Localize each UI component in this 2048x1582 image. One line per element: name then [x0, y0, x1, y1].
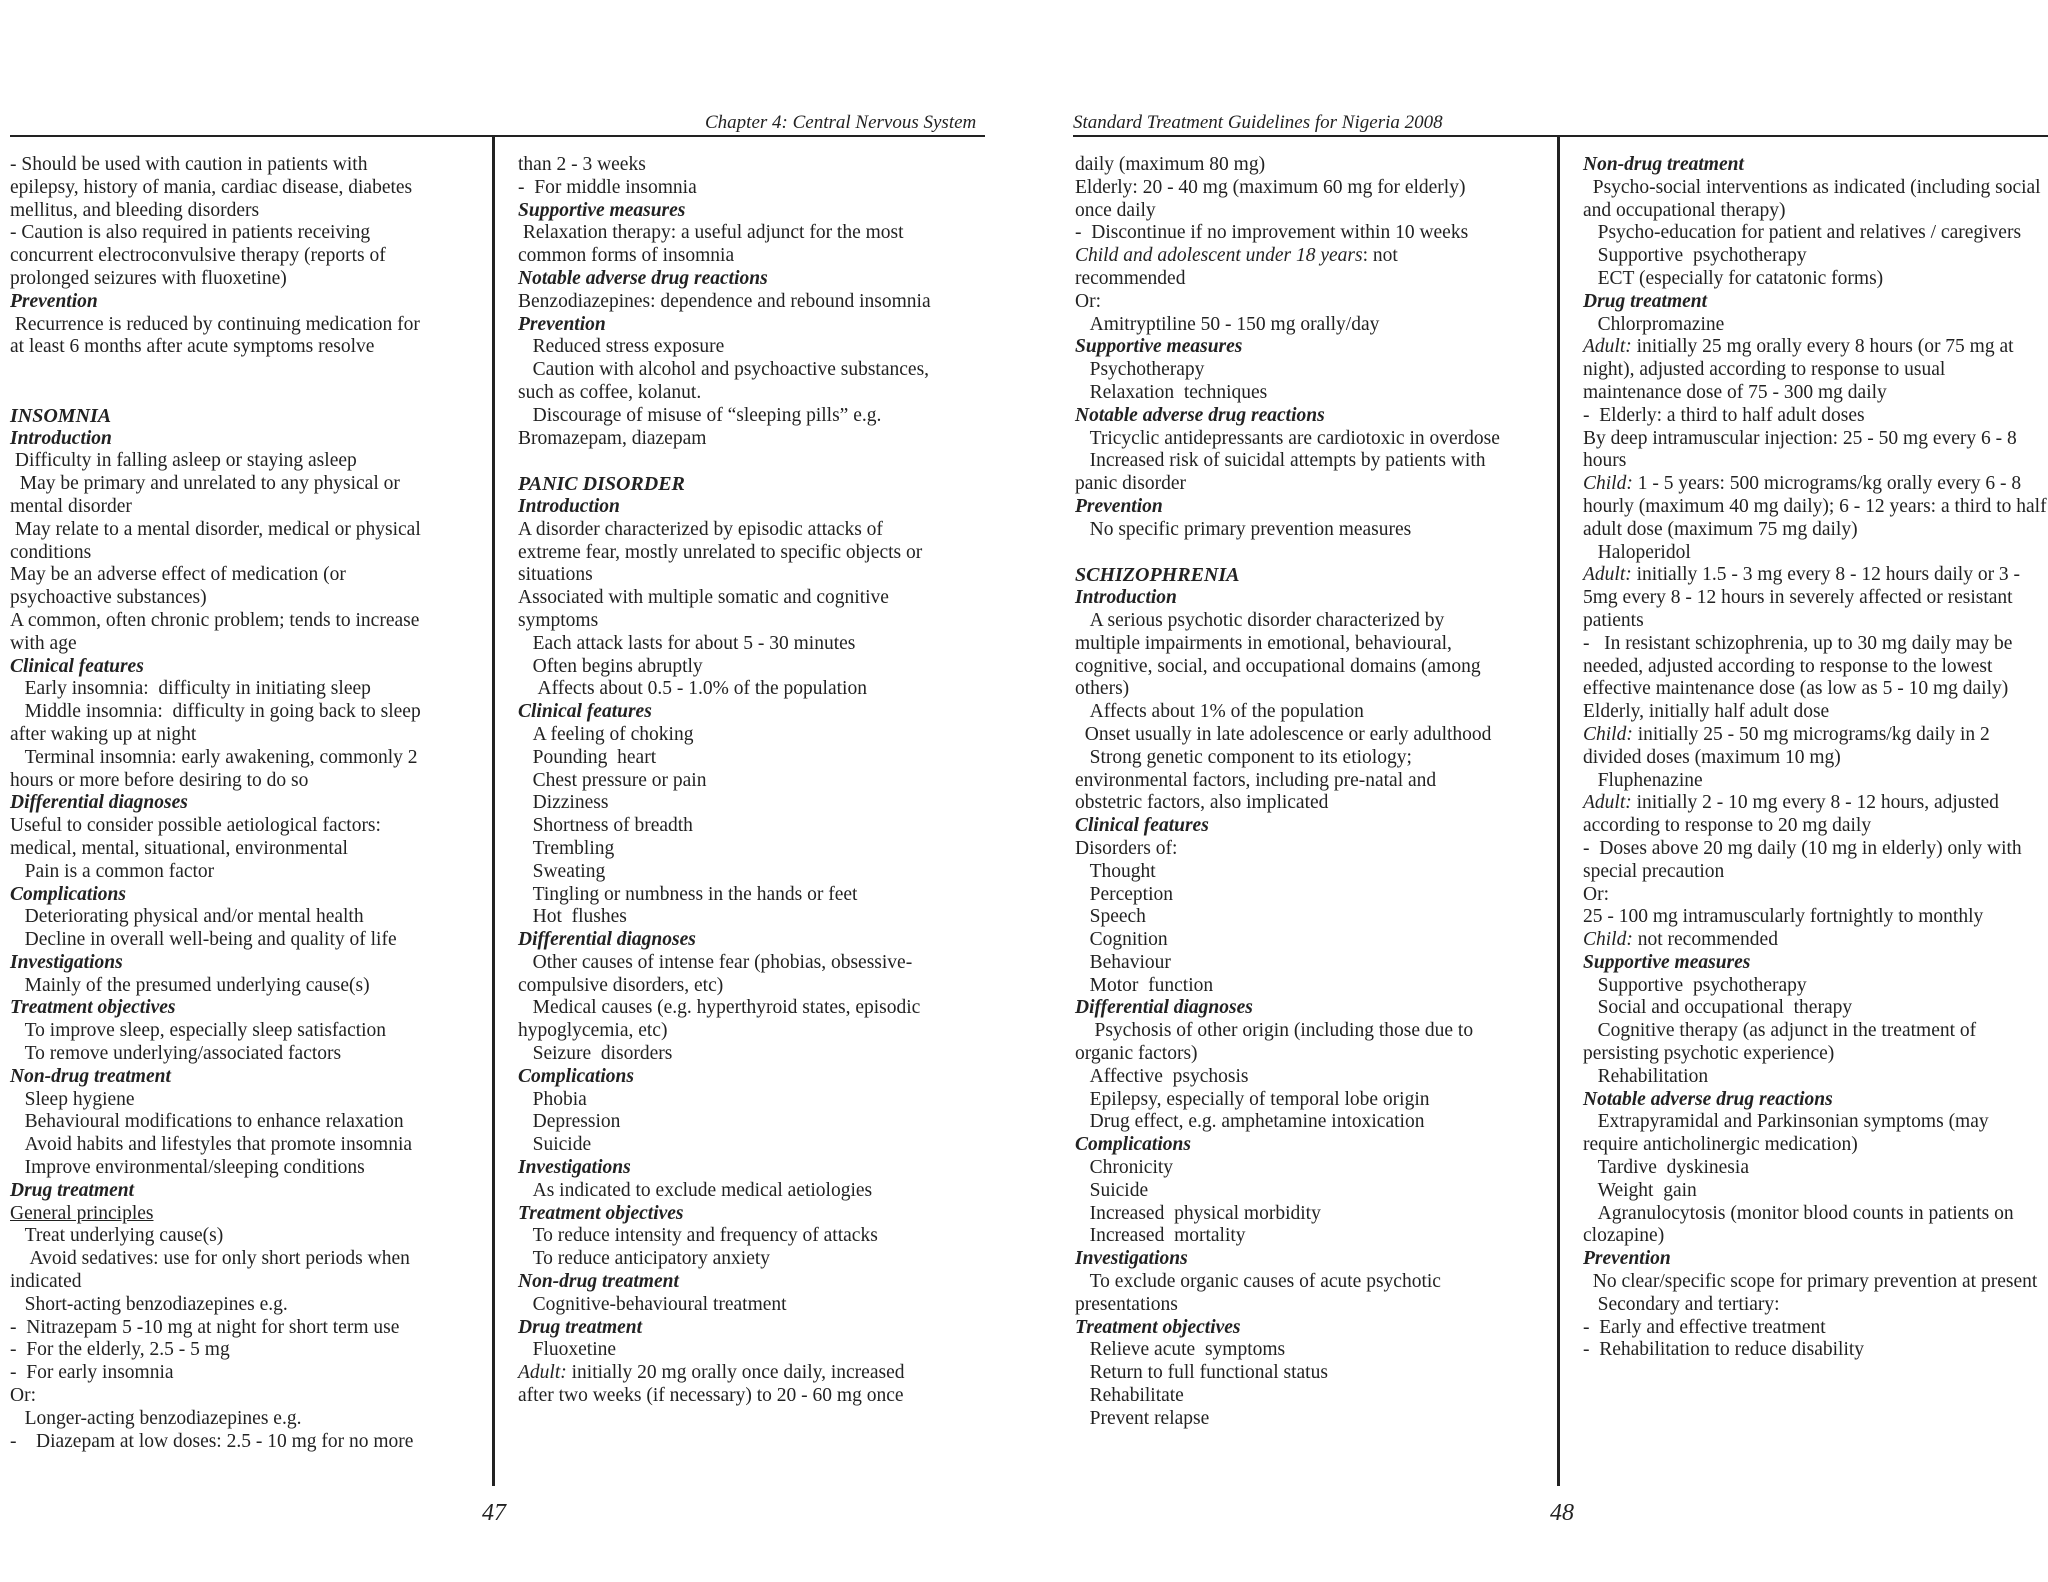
text-line: Each attack lasts for about 5 - 30 minutes — [518, 632, 856, 654]
text-line: Agranulocytosis (monitor blood counts in patients on clozapine) — [1583, 1202, 2019, 1247]
text-line: - For middle insomnia — [518, 176, 697, 198]
text-line: Or: — [1075, 290, 1101, 312]
section-heading: Differential diagnoses — [518, 929, 696, 951]
text-line: Cognitive-behavioural treatment — [518, 1293, 787, 1315]
dosage-label: Adult: — [1583, 792, 1632, 814]
section-heading: Drug treatment — [1583, 290, 1708, 312]
text-line: Useful to consider possible aetiological factors: medical, mental, situational, environmental — [10, 815, 386, 859]
text-line: Relieve acute symptoms — [1075, 1339, 1286, 1361]
column-divider-left — [492, 136, 495, 1486]
text-line: A serious psychotic disorder characterized by multiple impairments in emotional, behavioural, cognitive, social, and occupational domains (among others) — [1075, 609, 1486, 700]
text-line: Seizure disorders — [518, 1043, 673, 1065]
text-line: No specific primary prevention measures — [1075, 518, 1412, 540]
text-line: Tricyclic antidepressants are cardiotoxic in overdose — [1075, 427, 1500, 449]
text-line: Pounding heart — [518, 746, 657, 768]
dosage-label: Child: — [1583, 723, 1633, 745]
section-heading: Prevention — [1583, 1248, 1671, 1270]
text-line: Disorders of: — [1075, 837, 1178, 859]
text-line: Perception — [1075, 883, 1174, 905]
dosage-line — [1583, 792, 2048, 838]
header-rule-right — [1073, 135, 2048, 137]
text-line: May be primary and unrelated to any physical or mental disorder — [10, 473, 405, 517]
dosage-line — [518, 1362, 944, 1408]
text-line: Or: — [1583, 883, 1609, 905]
spacer — [10, 359, 432, 382]
text-line: - In resistant schizophrenia, up to 30 mg daily may be needed, adjusted according to response to the lowest effective maintenance dose (as low as 5 - 10 mg daily) — [1583, 632, 2018, 700]
text-line: Affects about 1% of the population — [1075, 701, 1364, 723]
text-line: Psychotherapy — [1075, 359, 1205, 381]
dosage-text: initially 1.5 - 3 mg every 8 - 12 hours daily or 3 - 5mg every 8 - 12 hours in severely affected or resistant patients — [1583, 564, 2021, 631]
dosage-line — [1583, 929, 2048, 952]
text-line: Trembling — [518, 837, 615, 859]
text-line: Social and occupational therapy — [1583, 997, 1853, 1019]
spacer — [518, 450, 944, 473]
text-line: - Early and effective treatment — [1583, 1316, 1826, 1338]
text-line: - Caution is also required in patients receiving concurrent electroconvulsive therapy (reports of prolonged seizures with fluoxetine) — [10, 222, 391, 289]
text-line: Psychosis of other origin (including those due to organic factors) — [1075, 1020, 1478, 1065]
text-line: To exclude organic causes of acute psychotic presentations — [1075, 1271, 1446, 1315]
section-heading: Supportive measures — [1583, 951, 1751, 973]
text-line: Speech — [1075, 906, 1146, 928]
section-heading: Complications — [1075, 1134, 1191, 1156]
section-heading: Introduction — [1075, 587, 1177, 609]
section-heading: Notable adverse drug reactions — [518, 267, 768, 289]
text-line: 25 - 100 mg intramuscularly fortnightly to monthly — [1583, 906, 1984, 928]
section-heading: Investigations — [1075, 1248, 1188, 1270]
text-line: Shortness of breadth — [518, 815, 693, 837]
section-heading: Differential diagnoses — [1075, 997, 1253, 1019]
text-line: Chest pressure or pain — [518, 769, 707, 791]
text-line: Elderly, initially half adult dose — [1583, 701, 1830, 723]
text-line: Supportive psychotherapy — [1583, 974, 1807, 996]
text-line: Drug effect, e.g. amphetamine intoxication — [1075, 1111, 1425, 1133]
text-line: Motor function — [1075, 974, 1214, 996]
section-heading: Clinical features — [1075, 815, 1209, 837]
dosage-line — [1075, 245, 1501, 291]
dosage-text: 1 - 5 years: 500 micrograms/kg orally every 6 - 8 hourly (maximum 40 mg daily); 6 - 12 years: a third to half adult dose (maximum 75 mg daily) — [1583, 473, 2047, 540]
text-line: Weight gain — [1583, 1179, 1697, 1201]
dosage-label: Child: — [1583, 473, 1633, 495]
spacer — [10, 382, 432, 405]
text-line: Tingling or numbness in the hands or feet — [518, 883, 858, 905]
text-line: Affects about 0.5 - 1.0% of the population — [518, 678, 867, 700]
subheading: General principles — [10, 1202, 154, 1224]
section-heading: Non-drug treatment — [518, 1271, 679, 1293]
section-heading: Treatment objectives — [10, 997, 176, 1019]
text-line: Medical causes (e.g. hyperthyroid states, episodic hypoglycemia, etc) — [518, 997, 926, 1042]
header-rule-left — [10, 135, 985, 137]
section-heading: Supportive measures — [1075, 336, 1243, 358]
text-line: Longer-acting benzodiazepines e.g. — [10, 1407, 302, 1429]
text-line: A disorder characterized by episodic attacks of extreme fear, mostly unrelated to specific objects or situations — [518, 518, 928, 586]
text-line: Early insomnia: difficulty in initiating sleep — [10, 678, 371, 700]
dosage-line — [1583, 473, 2048, 541]
text-line: - Doses above 20 mg daily (10 mg in elderly) only with special precaution — [1583, 837, 2027, 882]
section-heading: Drug treatment — [518, 1316, 643, 1338]
spacer — [1075, 542, 1501, 565]
text-line: Increased physical morbidity — [1075, 1202, 1321, 1224]
chapter-header: Chapter 4: Central Nervous System — [705, 112, 977, 133]
text-line: Pain is a common factor — [10, 860, 215, 882]
dosage-label: Child and adolescent under 18 years — [1075, 245, 1363, 267]
text-line: Avoid habits and lifestyles that promote insomnia — [10, 1134, 413, 1156]
section-heading: Treatment objectives — [1075, 1316, 1241, 1338]
text-line: - Diazepam at low doses: 2.5 - 10 mg for no more — [10, 1430, 414, 1452]
text-line: Dizziness — [518, 792, 609, 814]
section-heading: Notable adverse drug reactions — [1075, 404, 1325, 426]
text-line: By deep intramuscular injection: 25 - 50 mg every 6 - 8 hours — [1583, 427, 2022, 472]
text-line: Chlorpromazine — [1583, 313, 1725, 335]
text-line: To improve sleep, especially sleep satisfaction — [10, 1020, 387, 1042]
dosage-label: Adult: — [518, 1362, 567, 1384]
dosage-text: initially 20 mg orally once daily, increased after two weeks (if necessary) to 20 - 60 mg once — [518, 1362, 905, 1407]
text-line: Strong genetic component to its etiology; environmental factors, including pre-natal and obstetric factors, also implicated — [1075, 746, 1442, 814]
dosage-line — [1583, 564, 2048, 632]
text-line: Deteriorating physical and/or mental health — [10, 906, 364, 928]
text-line: To remove underlying/associated factors — [10, 1043, 342, 1065]
text-line: Rehabilitation — [1583, 1065, 1709, 1087]
right-page-column-1 — [1075, 154, 1501, 1431]
text-line: - Rehabilitation to reduce disability — [1583, 1339, 1865, 1361]
section-heading: Prevention — [518, 313, 606, 335]
section-heading: Notable adverse drug reactions — [1583, 1088, 1833, 1110]
dosage-text: not recommended — [1632, 929, 1778, 951]
text-line: Suicide — [518, 1134, 592, 1156]
topic-title: INSOMNIA — [10, 404, 112, 427]
section-heading: Complications — [10, 883, 126, 905]
dosage-label: Adult: — [1583, 336, 1632, 358]
dosage-label: Child: — [1583, 929, 1633, 951]
section-heading: Drug treatment — [10, 1179, 135, 1201]
text-line: - Should be used with caution in patients with epilepsy, history of mania, cardiac disease, diabetes mellitus, and bleeding disorders — [10, 154, 418, 221]
text-line: ECT (especially for catatonic forms) — [1583, 267, 1884, 289]
text-line: May be an adverse effect of medication (or psychoactive substances) — [10, 564, 351, 609]
text-line: No clear/specific scope for primary prevention at present — [1583, 1271, 2038, 1293]
text-line: Prevent relapse — [1075, 1407, 1210, 1429]
text-line: Recurrence is reduced by continuing medication for at least 6 months after acute symptoms resolve — [10, 313, 425, 358]
text-line: Rehabilitate — [1075, 1385, 1184, 1407]
section-heading: Non-drug treatment — [10, 1065, 171, 1087]
text-line: Decline in overall well-being and quality of life — [10, 929, 397, 951]
text-line: Fluphenazine — [1583, 769, 1703, 791]
right-page-column-2 — [1583, 154, 2048, 1362]
text-line: Psycho-education for patient and relatives / caregivers — [1583, 222, 2022, 244]
dosage-text: initially 2 - 10 mg every 8 - 12 hours, adjusted according to response to 20 mg daily — [1583, 792, 1999, 837]
text-line: Short-acting benzodiazepines e.g. — [10, 1293, 288, 1315]
text-line: Reduced stress exposure — [518, 336, 725, 358]
text-line: Epilepsy, especially of temporal lobe origin — [1075, 1088, 1430, 1110]
text-line: Onset usually in late adolescence or early adulthood — [1075, 723, 1492, 745]
text-line: Depression — [518, 1111, 621, 1133]
section-heading: Supportive measures — [518, 199, 686, 221]
dosage-label: Adult: — [1583, 564, 1632, 586]
text-line: Middle insomnia: difficulty in going back to sleep after waking up at night — [10, 701, 426, 745]
text-line: Amitryptiline 50 - 150 mg orally/day — [1075, 313, 1380, 335]
text-line: than 2 - 3 weeks — [518, 154, 646, 175]
section-heading: Clinical features — [518, 701, 652, 723]
section-heading: Introduction — [518, 495, 620, 517]
text-line: May relate to a mental disorder, medical or physical conditions — [10, 518, 426, 563]
section-heading: Introduction — [10, 427, 112, 449]
text-line: Chronicity — [1075, 1157, 1174, 1179]
dosage-text: initially 25 mg orally every 8 hours (or 75 mg at night), adjusted according to response to usual maintenance dose of 75 - 300 mg daily — [1583, 336, 2014, 403]
dosage-text: initially 25 - 50 mg micrograms/kg daily in 2 divided doses (maximum 10 mg) — [1583, 723, 1990, 768]
text-line: Terminal insomnia: early awakening, commonly 2 hours or more before desiring to do so — [10, 746, 423, 791]
text-line: Difficulty in falling asleep or staying asleep — [10, 450, 357, 472]
text-line: - For the elderly, 2.5 - 5 mg — [10, 1339, 230, 1361]
text-line: Discourage of misuse of “sleeping pills” e.g. Bromazepam, diazepam — [518, 404, 887, 449]
text-line: Avoid sedatives: use for only short periods when indicated — [10, 1248, 415, 1293]
text-line: Elderly: 20 - 40 mg (maximum 60 mg for elderly) once daily — [1075, 176, 1471, 221]
text-line: Increased mortality — [1075, 1225, 1246, 1247]
section-heading: Complications — [518, 1065, 634, 1087]
text-line: Cognitive therapy (as adjunct in the treatment of persisting psychotic experience) — [1583, 1020, 1982, 1065]
section-heading: Prevention — [1075, 495, 1163, 517]
dosage-line — [1583, 336, 2048, 404]
text-line: Affective psychosis — [1075, 1065, 1249, 1087]
text-line: Sweating — [518, 860, 606, 882]
text-line: Improve environmental/sleeping conditions — [10, 1157, 365, 1179]
text-line: Thought — [1075, 860, 1156, 882]
text-line: - Elderly: a third to half adult doses — [1583, 404, 1865, 426]
section-heading: Differential diagnoses — [10, 792, 188, 814]
text-line: Relaxation techniques — [1075, 381, 1268, 403]
text-line: To reduce intensity and frequency of attacks — [518, 1225, 878, 1247]
text-line: Mainly of the presumed underlying cause(s) — [10, 974, 370, 996]
topic-title: PANIC DISORDER — [518, 473, 685, 496]
text-line: - Nitrazepam 5 -10 mg at night for short term use — [10, 1316, 400, 1338]
column-divider-right — [1557, 136, 1560, 1486]
text-line: Increased risk of suicidal attempts by patients with panic disorder — [1075, 450, 1491, 495]
section-heading: Investigations — [10, 951, 123, 973]
section-heading: Investigations — [518, 1157, 631, 1179]
text-line: - For early insomnia — [10, 1362, 174, 1384]
text-line: daily (maximum 80 mg) — [1075, 154, 1266, 175]
text-line: Associated with multiple somatic and cognitive symptoms — [518, 587, 894, 631]
text-line: Often begins abruptly — [518, 655, 703, 677]
book-header: Standard Treatment Guidelines for Nigeria 2008 — [1073, 112, 1443, 133]
text-line: To reduce anticipatory anxiety — [518, 1248, 771, 1270]
text-line: Return to full functional status — [1075, 1362, 1328, 1384]
text-line: Phobia — [518, 1088, 587, 1110]
page-number-right: 48 — [1550, 1500, 1574, 1526]
text-line: Psycho-social interventions as indicated (including social and occupational therapy) — [1583, 176, 2046, 221]
text-line: A feeling of choking — [518, 723, 694, 745]
text-line: As indicated to exclude medical aetiologies — [518, 1179, 873, 1201]
text-line: Suicide — [1075, 1179, 1149, 1201]
text-line: Behaviour — [1075, 951, 1171, 973]
left-page-column-1 — [10, 154, 432, 1453]
section-heading: Non-drug treatment — [1583, 154, 1744, 175]
section-heading: Clinical features — [10, 655, 144, 677]
text-line: - Discontinue if no improvement within 10 weeks — [1075, 222, 1469, 244]
text-line: Or: — [10, 1385, 36, 1407]
left-page-column-2 — [518, 154, 944, 1408]
text-line: Supportive psychotherapy — [1583, 245, 1807, 267]
text-line: Other causes of intense fear (phobias, obsessive-compulsive disorders, etc) — [518, 951, 913, 996]
topic-title: SCHIZOPHRENIA — [1075, 564, 1240, 587]
page-number-left: 47 — [482, 1500, 506, 1526]
text-line: Haloperidol — [1583, 541, 1691, 563]
text-line: Caution with alcohol and psychoactive substances, such as coffee, kolanut. — [518, 359, 934, 403]
text-line: Hot flushes — [518, 906, 627, 928]
text-line: Cognition — [1075, 929, 1168, 951]
text-line: Relaxation therapy: a useful adjunct for the most common forms of insomnia — [518, 222, 909, 267]
section-heading: Treatment objectives — [518, 1202, 684, 1224]
text-line: A common, often chronic problem; tends to increase with age — [10, 609, 425, 654]
text-line: Benzodiazepines: dependence and rebound insomnia — [518, 290, 931, 312]
text-line: Sleep hygiene — [10, 1088, 135, 1110]
dosage-text: : not recommended — [1075, 245, 1398, 289]
text-line: Behavioural modifications to enhance relaxation — [10, 1111, 404, 1133]
dosage-line — [1583, 724, 2048, 770]
section-heading: Prevention — [10, 290, 98, 312]
text-line: Fluoxetine — [518, 1339, 617, 1361]
text-line: Secondary and tertiary: — [1583, 1293, 1780, 1315]
text-line: Treat underlying cause(s) — [10, 1225, 224, 1247]
text-line: Tardive dyskinesia — [1583, 1157, 1749, 1179]
text-line: Extrapyramidal and Parkinsonian symptoms (may require anticholinergic medication) — [1583, 1111, 1994, 1156]
